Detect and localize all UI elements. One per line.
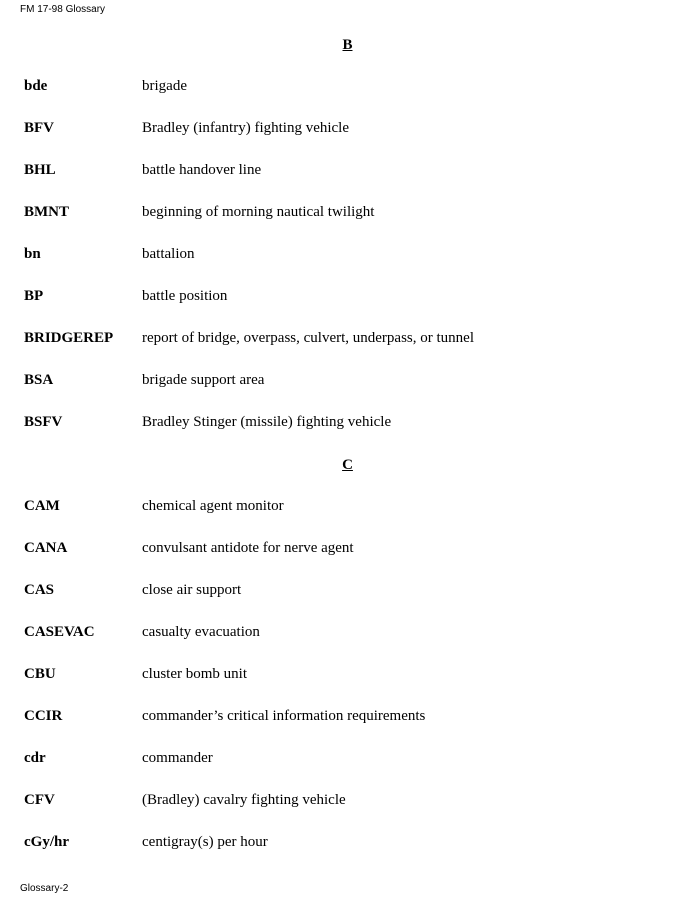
- glossary-term: BSA: [24, 372, 54, 388]
- glossary-term: BP: [24, 288, 44, 304]
- glossary-term: CBU: [24, 666, 56, 682]
- glossary-entry: [0, 372, 695, 392]
- glossary-term: CAS: [24, 582, 55, 598]
- glossary-entry: [0, 666, 695, 686]
- glossary-entry: [0, 204, 695, 224]
- glossary-definition: centigray(s) per hour: [142, 834, 268, 850]
- glossary-term: bn: [24, 246, 41, 262]
- glossary-definition: Bradley Stinger (missile) fighting vehicle: [142, 414, 392, 430]
- section-heading-c: C: [342, 457, 353, 473]
- glossary-term: CFV: [24, 792, 55, 808]
- glossary-term: CCIR: [24, 708, 63, 724]
- glossary-entry: [0, 246, 695, 266]
- glossary-term: CAM: [24, 498, 60, 514]
- glossary-entry: [0, 330, 695, 350]
- section-heading-b: B: [342, 37, 353, 53]
- glossary-definition: chemical agent monitor: [142, 498, 284, 514]
- running-header: FM 17-98 Glossary: [20, 4, 106, 15]
- glossary-entry: [0, 288, 695, 308]
- glossary-term: bde: [24, 78, 48, 94]
- glossary-term: cGy/hr: [24, 834, 69, 850]
- glossary-definition: battle handover line: [142, 162, 262, 178]
- glossary-definition: battle position: [142, 288, 228, 304]
- glossary-definition: battalion: [142, 246, 195, 262]
- glossary-definition: report of bridge, overpass, culvert, underpass, or tunnel: [142, 330, 474, 346]
- glossary-definition: beginning of morning nautical twilight: [142, 204, 375, 220]
- glossary-entry: [0, 750, 695, 770]
- glossary-entry: [0, 792, 695, 812]
- glossary-entry: [0, 540, 695, 560]
- glossary-term: CASEVAC: [24, 624, 95, 640]
- glossary-term: BRIDGEREP: [24, 330, 114, 346]
- glossary-entry: [0, 624, 695, 644]
- glossary-definition: (Bradley) cavalry fighting vehicle: [142, 792, 346, 808]
- glossary-definition: brigade: [142, 78, 187, 94]
- glossary-entry: [0, 120, 695, 140]
- glossary-definition: casualty evacuation: [142, 624, 260, 640]
- glossary-definition: commander: [142, 750, 213, 766]
- glossary-definition: brigade support area: [142, 372, 265, 388]
- glossary-entry: [0, 162, 695, 182]
- glossary-entry: [0, 78, 695, 98]
- glossary-definition: cluster bomb unit: [142, 666, 247, 682]
- glossary-definition: close air support: [142, 582, 242, 598]
- glossary-definition: Bradley (infantry) fighting vehicle: [142, 120, 350, 136]
- glossary-entry: [0, 834, 695, 854]
- glossary-term: cdr: [24, 750, 46, 766]
- glossary-definition: convulsant antidote for nerve agent: [142, 540, 354, 556]
- glossary-entry: [0, 414, 695, 434]
- glossary-term: BFV: [24, 120, 54, 136]
- glossary-term: BSFV: [24, 414, 63, 430]
- glossary-term: CANA: [24, 540, 68, 556]
- glossary-entry: [0, 582, 695, 602]
- glossary-entry: [0, 498, 695, 518]
- running-footer: Glossary-2: [20, 883, 69, 894]
- glossary-entry: [0, 708, 695, 728]
- glossary-term: BHL: [24, 162, 56, 178]
- glossary-term: BMNT: [24, 204, 69, 220]
- glossary-definition: commander’s critical information requirements: [142, 708, 426, 724]
